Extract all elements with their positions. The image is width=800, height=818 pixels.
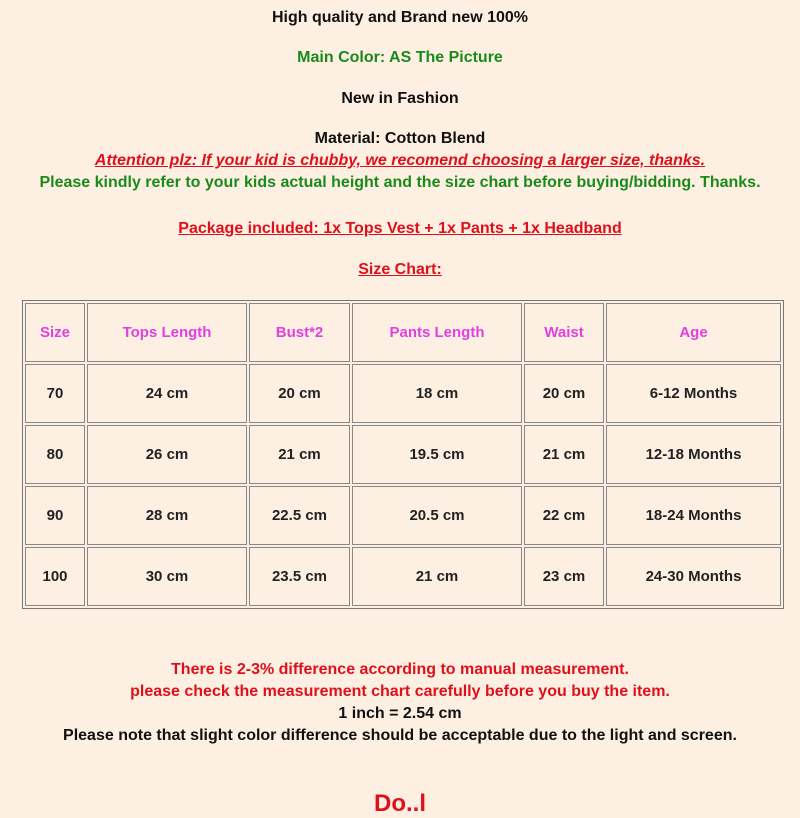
cell-age: 24-30 Months (606, 547, 781, 606)
header-age: Age (606, 303, 781, 362)
check-note: please check the measurement chart carefully before you buy the item. (130, 683, 670, 700)
cell-size: 70 (25, 364, 85, 423)
cell-tops-length: 24 cm (87, 364, 247, 423)
package-text: Package included: 1x Tops Vest + 1x Pants + 1x Headband (178, 220, 622, 237)
header-bust: Bust*2 (249, 303, 350, 362)
cell-pants-length: 19.5 cm (352, 425, 522, 484)
cell-tops-length: 26 cm (87, 425, 247, 484)
cell-waist: 22 cm (524, 486, 604, 545)
cell-age: 12-18 Months (606, 425, 781, 484)
header-pants-length: Pants Length (352, 303, 522, 362)
header-tops-length: Tops Length (87, 303, 247, 362)
material-text: Material: Cotton Blend (314, 130, 486, 147)
main-color-text: Main Color: AS The Picture (297, 49, 503, 66)
cell-pants-length: 21 cm (352, 547, 522, 606)
cut-off-heading: Do..l (374, 790, 426, 817)
cell-waist: 23 cm (524, 547, 604, 606)
refer-text: Please kindly refer to your kids actual height and the size chart before buying/bidding. Thanks. (39, 174, 761, 191)
difference-note: There is 2-3% difference according to manual measurement. (171, 661, 629, 678)
color-difference-note: Please note that slight color difference should be acceptable due to the light and screen. (63, 727, 737, 744)
table-row (25, 486, 781, 545)
cell-waist: 21 cm (524, 425, 604, 484)
quality-text: High quality and Brand new 100% (271, 9, 529, 26)
cell-bust: 21 cm (249, 425, 350, 484)
table-row (25, 425, 781, 484)
cell-waist: 20 cm (524, 364, 604, 423)
cell-bust: 22.5 cm (249, 486, 350, 545)
cell-size: 100 (25, 547, 85, 606)
cell-age: 18-24 Months (606, 486, 781, 545)
attention-text: Attention plz: If your kid is chubby, we recomend choosing a larger size, thanks. (94, 152, 706, 169)
size-chart-title: Size Chart: (358, 261, 442, 278)
cell-pants-length: 18 cm (352, 364, 522, 423)
cell-bust: 23.5 cm (249, 547, 350, 606)
header-size: Size (25, 303, 85, 362)
table-row (25, 547, 781, 606)
cell-age: 6-12 Months (606, 364, 781, 423)
cell-tops-length: 28 cm (87, 486, 247, 545)
cell-bust: 20 cm (249, 364, 350, 423)
fashion-text: New in Fashion (341, 90, 459, 107)
cell-pants-length: 20.5 cm (352, 486, 522, 545)
cell-size: 80 (25, 425, 85, 484)
size-chart-table (22, 300, 784, 609)
table-header-row (25, 303, 781, 362)
inch-note: 1 inch = 2.54 cm (338, 705, 462, 722)
table-row (25, 364, 781, 423)
header-waist: Waist (524, 303, 604, 362)
cell-tops-length: 30 cm (87, 547, 247, 606)
cell-size: 90 (25, 486, 85, 545)
